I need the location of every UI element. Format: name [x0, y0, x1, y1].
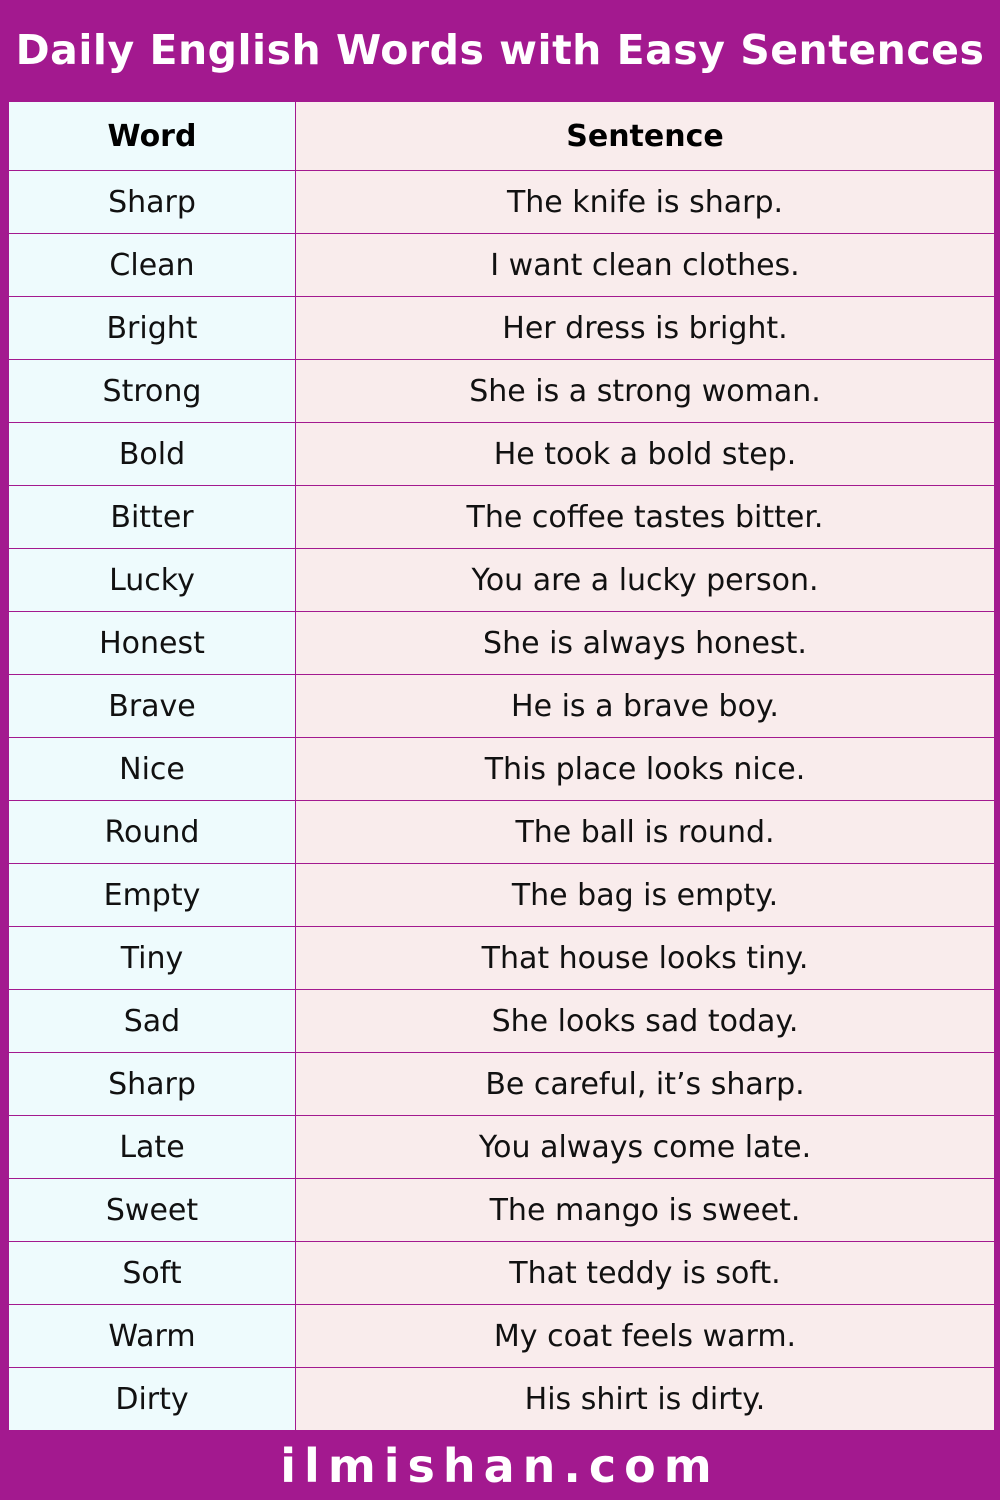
- table-row: [9, 1053, 995, 1116]
- word-cell: Sharp: [9, 1053, 296, 1116]
- table-row: [9, 801, 995, 864]
- sentence-cell: The mango is sweet.: [296, 1179, 995, 1242]
- table-header-row: [9, 102, 995, 171]
- word-cell: Bright: [9, 297, 296, 360]
- table-row: [9, 1368, 995, 1431]
- word-cell: Nice: [9, 738, 296, 801]
- page-title: Daily English Words with Easy Sentences: [15, 26, 985, 74]
- table-row: [9, 171, 995, 234]
- word-cell: Tiny: [9, 927, 296, 990]
- word-sentence-table: [8, 101, 995, 1431]
- sentence-column-header: Sentence: [296, 102, 995, 171]
- sentence-cell: She looks sad today.: [296, 990, 995, 1053]
- word-cell: Dirty: [9, 1368, 296, 1431]
- site-footer: ilmishan.com: [280, 1439, 720, 1493]
- table-row: [9, 297, 995, 360]
- sentence-cell: This place looks nice.: [296, 738, 995, 801]
- sentence-cell: You are a lucky person.: [296, 549, 995, 612]
- table-row: [9, 738, 995, 801]
- table-row: [9, 612, 995, 675]
- word-cell: Lucky: [9, 549, 296, 612]
- table-body: [9, 171, 995, 1431]
- sentence-cell: He is a brave boy.: [296, 675, 995, 738]
- word-cell: Strong: [9, 360, 296, 423]
- sentence-cell: That teddy is soft.: [296, 1242, 995, 1305]
- table-row: [9, 927, 995, 990]
- table-row: [9, 1116, 995, 1179]
- sentence-cell: Her dress is bright.: [296, 297, 995, 360]
- sentence-cell: His shirt is dirty.: [296, 1368, 995, 1431]
- table-row: [9, 423, 995, 486]
- table-row: [9, 1179, 995, 1242]
- table-header: [9, 102, 995, 171]
- sentence-cell: The ball is round.: [296, 801, 995, 864]
- table-row: [9, 990, 995, 1053]
- sentence-cell: The knife is sharp.: [296, 171, 995, 234]
- sentence-cell: I want clean clothes.: [296, 234, 995, 297]
- table-row: [9, 234, 995, 297]
- word-cell: Brave: [9, 675, 296, 738]
- table-row: [9, 360, 995, 423]
- sentence-cell: The coffee tastes bitter.: [296, 486, 995, 549]
- word-cell: Honest: [9, 612, 296, 675]
- table-row: [9, 864, 995, 927]
- sentence-cell: The bag is empty.: [296, 864, 995, 927]
- word-cell: Sharp: [9, 171, 296, 234]
- table-row: [9, 675, 995, 738]
- word-cell: Clean: [9, 234, 296, 297]
- sentence-cell: That house looks tiny.: [296, 927, 995, 990]
- sentence-cell: She is a strong woman.: [296, 360, 995, 423]
- table-row: [9, 1242, 995, 1305]
- sentence-cell: Be careful, it’s sharp.: [296, 1053, 995, 1116]
- word-cell: Round: [9, 801, 296, 864]
- table-row: [9, 549, 995, 612]
- sentence-cell: He took a bold step.: [296, 423, 995, 486]
- word-cell: Sad: [9, 990, 296, 1053]
- word-cell: Empty: [9, 864, 296, 927]
- sentence-cell: My coat feels warm.: [296, 1305, 995, 1368]
- word-cell: Soft: [9, 1242, 296, 1305]
- word-cell: Warm: [9, 1305, 296, 1368]
- table-row: [9, 1305, 995, 1368]
- sentence-cell: You always come late.: [296, 1116, 995, 1179]
- word-cell: Sweet: [9, 1179, 296, 1242]
- table-row: [9, 486, 995, 549]
- word-cell: Bitter: [9, 486, 296, 549]
- word-column-header: Word: [9, 102, 296, 171]
- sentence-cell: She is always honest.: [296, 612, 995, 675]
- word-cell: Bold: [9, 423, 296, 486]
- word-cell: Late: [9, 1116, 296, 1179]
